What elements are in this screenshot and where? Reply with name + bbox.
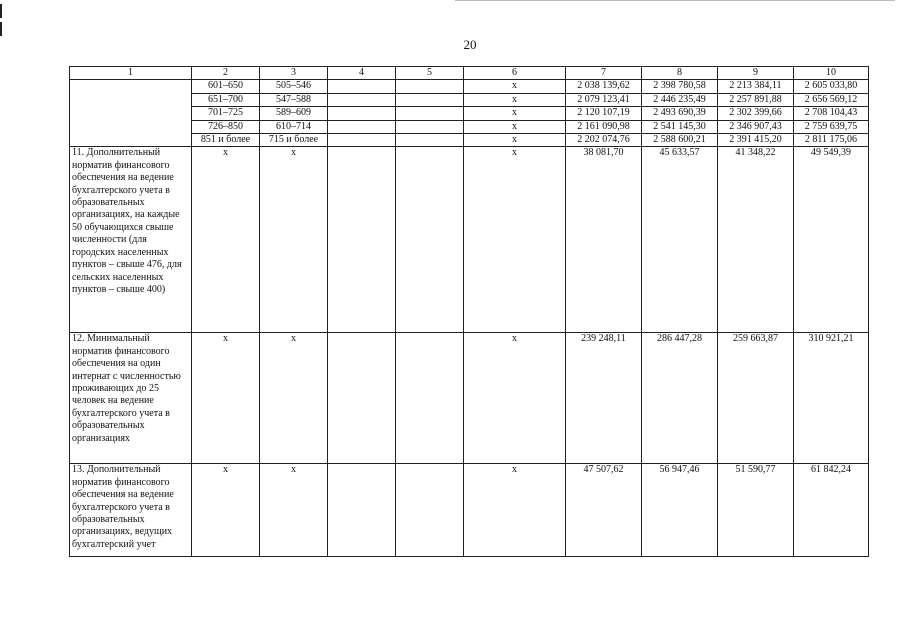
table-row <box>70 147 869 333</box>
empty-cell <box>328 80 396 93</box>
mark-cell: х <box>464 107 566 120</box>
range-cell: 589–609 <box>260 107 328 120</box>
empty-cell <box>396 93 464 106</box>
mark-cell: х <box>464 134 566 147</box>
value-cell: 2 038 139,62 <box>566 80 642 93</box>
value-cell: 61 842,24 <box>794 464 869 557</box>
value-cell: 2 541 145,30 <box>642 120 718 133</box>
value-cell: 286 447,28 <box>642 333 718 464</box>
row-description: 13. Дополнительный норматив финансового обеспечения на ведение бухгалтерского учета в образовательных организациях, ведущих бухгалтерский учет <box>70 464 192 557</box>
value-cell: 38 081,70 <box>566 147 642 333</box>
header-cell: 4 <box>328 67 396 80</box>
value-cell: 2 346 907,43 <box>718 120 794 133</box>
value-cell: 51 590,77 <box>718 464 794 557</box>
header-cell: 10 <box>794 67 869 80</box>
value-cell: 239 248,11 <box>566 333 642 464</box>
range-cell: 701–725 <box>192 107 260 120</box>
header-cell: 8 <box>642 67 718 80</box>
empty-cell <box>328 93 396 106</box>
range-cell: 505–546 <box>260 80 328 93</box>
mark-cell: х <box>192 147 260 333</box>
table-row <box>70 464 869 557</box>
left-edge-mark <box>0 4 2 18</box>
empty-cell <box>396 107 464 120</box>
header-cell: 5 <box>396 67 464 80</box>
value-cell: 56 947,46 <box>642 464 718 557</box>
empty-cell <box>328 464 396 557</box>
mark-cell: х <box>464 80 566 93</box>
empty-cell <box>396 80 464 93</box>
value-cell: 310 921,21 <box>794 333 869 464</box>
empty-cell <box>328 333 396 464</box>
range-cell: 726–850 <box>192 120 260 133</box>
header-cell: 3 <box>260 67 328 80</box>
empty-label-cell <box>70 80 192 147</box>
value-cell: 2 588 600,21 <box>642 134 718 147</box>
value-cell: 2 398 780,58 <box>642 80 718 93</box>
value-cell: 2 391 415,20 <box>718 134 794 147</box>
value-cell: 2 213 384,11 <box>718 80 794 93</box>
value-cell: 2 493 690,39 <box>642 107 718 120</box>
empty-cell <box>396 120 464 133</box>
value-cell: 2 605 033,80 <box>794 80 869 93</box>
value-cell: 2 202 074,76 <box>566 134 642 147</box>
row-description: 11. Дополнительный норматив финансового обеспечения на ведение бухгалтерского учета в образовательных организациях, на каждые 50 обучающихся свыше численности (для городских населенных пунктов – свыше 476, для сельских населенных пунктов – свыше 400) <box>70 147 192 333</box>
empty-cell <box>328 134 396 147</box>
value-cell: 2 446 235,49 <box>642 93 718 106</box>
range-cell: 851 и более <box>192 134 260 147</box>
value-cell: 45 633,57 <box>642 147 718 333</box>
header-cell: 9 <box>718 67 794 80</box>
empty-cell <box>396 333 464 464</box>
value-cell: 2 708 104,43 <box>794 107 869 120</box>
mark-cell: х <box>464 464 566 557</box>
empty-cell <box>396 147 464 333</box>
row-description: 12. Минимальный норматив финансового обеспечения на один интернат с численностью проживающих до 25 человек на ведение бухгалтерского учета в образовательных организациях <box>70 333 192 464</box>
range-cell: 601–650 <box>192 80 260 93</box>
left-edge-mark <box>0 22 2 36</box>
header-row <box>70 67 869 80</box>
range-cell: 651–700 <box>192 93 260 106</box>
mark-cell: х <box>260 147 328 333</box>
value-cell: 2 257 891,88 <box>718 93 794 106</box>
empty-cell <box>328 147 396 333</box>
value-cell: 41 348,22 <box>718 147 794 333</box>
empty-cell <box>396 134 464 147</box>
mark-cell: х <box>192 464 260 557</box>
range-cell: 610–714 <box>260 120 328 133</box>
mark-cell: х <box>260 333 328 464</box>
empty-cell <box>396 464 464 557</box>
header-cell: 6 <box>464 67 566 80</box>
value-cell: 2 811 175,06 <box>794 134 869 147</box>
normative-table <box>69 66 869 557</box>
mark-cell: х <box>464 93 566 106</box>
value-cell: 2 161 090,98 <box>566 120 642 133</box>
range-cell: 547–588 <box>260 93 328 106</box>
value-cell: 2 120 107,19 <box>566 107 642 120</box>
value-cell: 259 663,87 <box>718 333 794 464</box>
value-cell: 49 549,39 <box>794 147 869 333</box>
range-cell: 715 и более <box>260 134 328 147</box>
table-row <box>70 80 869 93</box>
empty-cell <box>328 107 396 120</box>
mark-cell: х <box>192 333 260 464</box>
value-cell: 2 759 639,75 <box>794 120 869 133</box>
mark-cell: х <box>464 120 566 133</box>
empty-cell <box>328 120 396 133</box>
value-cell: 47 507,62 <box>566 464 642 557</box>
table-row <box>70 333 869 464</box>
header-cell: 7 <box>566 67 642 80</box>
mark-cell: х <box>464 147 566 333</box>
value-cell: 2 656 569,12 <box>794 93 869 106</box>
mark-cell: х <box>260 464 328 557</box>
page-number: 20 <box>463 37 477 52</box>
value-cell: 2 302 399,66 <box>718 107 794 120</box>
mark-cell: х <box>464 333 566 464</box>
top-border-line <box>455 0 895 1</box>
header-cell: 2 <box>192 67 260 80</box>
value-cell: 2 079 123,41 <box>566 93 642 106</box>
header-cell: 1 <box>70 67 192 80</box>
